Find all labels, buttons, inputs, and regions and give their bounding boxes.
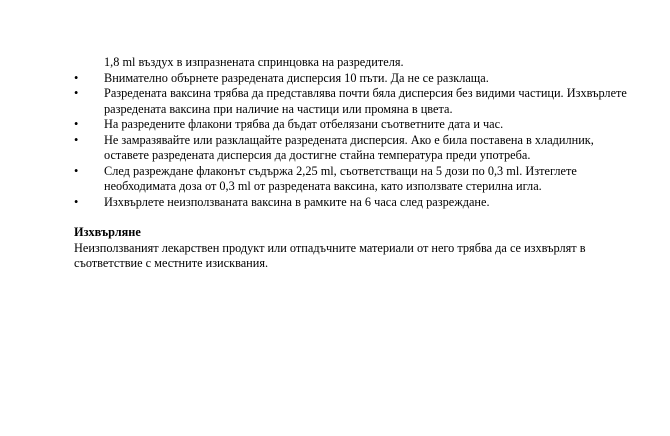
list-item — [74, 164, 634, 195]
continuation-line: 1,8 ml въздух в изпразнената спринцовка на разредителя. — [104, 55, 404, 69]
document-content — [74, 55, 634, 272]
bullet-icon: • — [74, 163, 79, 178]
bullet-icon: • — [74, 194, 79, 209]
list-item-text: Не замразявайте или разклащайте разредената дисперсия. Ако е била поставена в хладилник, оставете разредената дисперсия да достигне стайна температура преди употреба. — [104, 132, 594, 162]
list-item-text: Внимателно обърнете разредената дисперсия 10 пъти. Да не се разклаща. — [104, 70, 489, 85]
list-item-text: Разредената ваксина трябва да представлява почти бяла дисперсия без видими частици. Изхвърлете разредената ваксина при наличие на частици или промяна в цвета. — [104, 86, 627, 116]
list-item-text: След разреждане флаконът съдържа 2,25 ml, съответстващи на 5 дози по 0,3 ml. Изтеглете необходимата доза от 0,3 ml от разредената ваксина, като използвате стерилна игла. — [104, 163, 577, 193]
list-item — [74, 71, 634, 87]
instruction-list — [74, 71, 634, 211]
list-item-text: На разредените флакони трябва да бъдат отбелязани съответните дата и час. — [104, 117, 504, 131]
disposal-section — [74, 225, 634, 272]
bullet-icon: • — [74, 70, 79, 85]
list-item — [74, 86, 634, 117]
list-item — [74, 117, 634, 133]
bullet-icon: • — [74, 86, 79, 100]
list-item-text: Изхвърлете неизползваната ваксина в рамките на 6 часа след разреждане. — [104, 194, 490, 209]
list-item — [74, 195, 634, 211]
bullet-icon: • — [74, 117, 79, 131]
bullet-icon: • — [74, 132, 79, 147]
section-body: Неизползваният лекарствен продукт или отпадъчните материали от него трябва да се изхвърлят в съответствие с местните изисквания. — [74, 240, 586, 270]
list-item — [74, 133, 634, 164]
section-heading: Изхвърляне — [74, 225, 141, 239]
